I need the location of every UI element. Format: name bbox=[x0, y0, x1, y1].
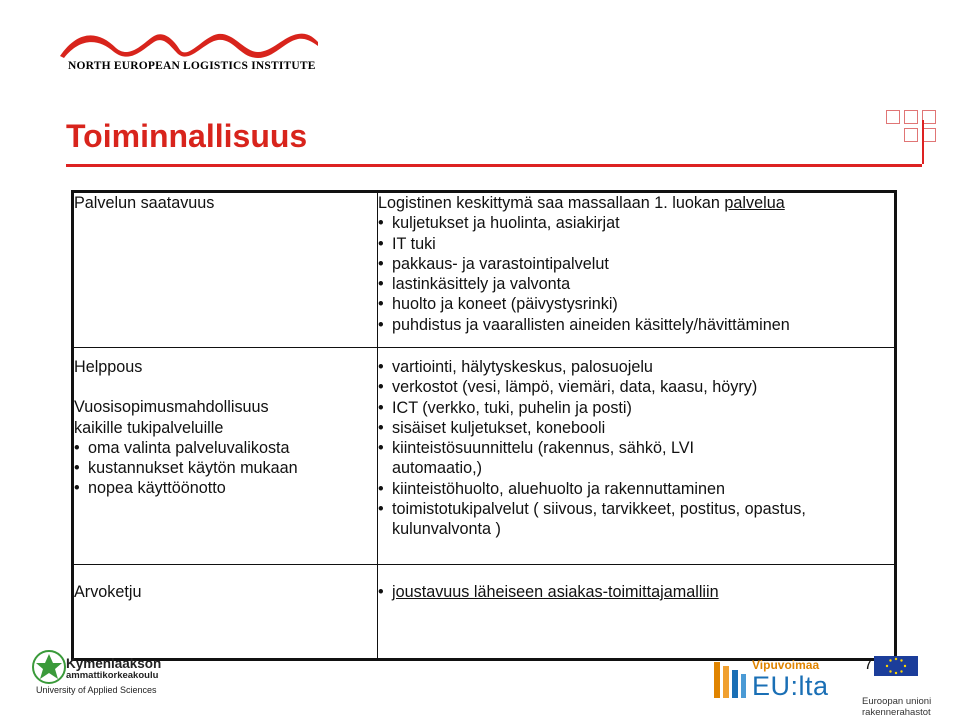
row-intro bbox=[378, 193, 894, 213]
eu-flag-icon bbox=[874, 656, 918, 676]
content-table bbox=[71, 190, 897, 661]
decor-square bbox=[922, 128, 936, 142]
row-label: Palvelun saatavuus bbox=[74, 194, 215, 212]
program-top-text: Vipuvoimaa bbox=[752, 658, 820, 672]
list-item: • IT tuki bbox=[378, 234, 894, 254]
table-row bbox=[73, 192, 896, 348]
row-content-cell bbox=[378, 348, 896, 565]
school-english-name: University of Applied Sciences bbox=[36, 685, 157, 695]
bullet-list bbox=[378, 357, 894, 540]
school-sub: ammattikorkeakoulu bbox=[66, 670, 159, 681]
label-bullet-list bbox=[74, 438, 377, 499]
list-item: • puhdistus ja vaarallisten aineiden käsittely/hävittäminen bbox=[378, 315, 894, 335]
program-stripes-icon bbox=[712, 658, 748, 702]
list-item: • kiinteistösuunnittelu (rakennus, sähkö, LVI automaatio,) bbox=[378, 438, 762, 479]
institute-name: NORTH EUROPEAN LOGISTICS INSTITUTE bbox=[68, 60, 316, 72]
row-label-cell bbox=[73, 348, 378, 565]
list-item: • huolto ja koneet (päivystysrinki) bbox=[378, 294, 894, 314]
institute-logo bbox=[58, 30, 320, 76]
list-item: • pakkaus- ja varastointipalvelut bbox=[378, 254, 894, 274]
list-item: • sisäiset kuljetukset, konebooli bbox=[378, 418, 894, 438]
spacer bbox=[74, 377, 377, 397]
row-label: Arvoketju bbox=[74, 583, 142, 601]
list-item: • kuljetukset ja huolinta, asiakirjat bbox=[378, 213, 894, 233]
intro-text: Logistinen keskittymä saa massallaan 1. luokan bbox=[378, 194, 725, 212]
bullet-list bbox=[378, 582, 894, 602]
list-item: • kustannukset käytön mukaan bbox=[74, 458, 377, 478]
decor-square bbox=[904, 128, 918, 142]
title-underline bbox=[66, 164, 922, 167]
row-label-cell bbox=[73, 192, 378, 348]
eu-caption: Euroopan unioni bbox=[862, 696, 932, 707]
eu-caption: rakennerahastot bbox=[862, 707, 931, 718]
school-name: Kymenlaakson bbox=[66, 656, 162, 671]
decor-square bbox=[886, 110, 900, 124]
list-item: • oma valinta palveluvalikosta bbox=[74, 438, 377, 458]
table-row bbox=[73, 348, 896, 565]
row-label: Helppous bbox=[74, 358, 143, 376]
list-item: • lastinkäsittely ja valvonta bbox=[378, 274, 894, 294]
school-logo bbox=[30, 648, 160, 698]
leaf-logo-icon bbox=[32, 650, 66, 684]
bullet-list bbox=[378, 213, 894, 335]
list-item: • kiinteistöhuolto, aluehuolto ja rakennuttaminen bbox=[378, 479, 894, 499]
list-item: • toimistotukipalvelut ( siivous, tarvikkeet, postitus, opastus, kulunvalvonta ) bbox=[378, 499, 832, 540]
page-number: 7 bbox=[864, 656, 873, 673]
eu-program-logo bbox=[712, 656, 830, 704]
list-item: • nopea käyttöönotto bbox=[74, 478, 377, 498]
table-row bbox=[73, 565, 896, 660]
wave-logo-icon bbox=[58, 30, 320, 60]
list-item: • verkostot (vesi, lämpö, viemäri, data, kaasu, höyry) bbox=[378, 377, 894, 397]
eu-flag-logo bbox=[862, 676, 938, 716]
list-item: • ICT (verkko, tuki, puhelin ja posti) bbox=[378, 398, 894, 418]
list-item: • vartiointi, hälytyskeskus, palosuojelu bbox=[378, 357, 894, 377]
decor-square bbox=[922, 110, 936, 124]
list-item: • joustavuus läheiseen asiakas-toimittajamalliin bbox=[378, 582, 894, 602]
row-label-cell bbox=[73, 565, 378, 660]
intro-underlined: palvelua bbox=[724, 194, 785, 212]
page-title: Toiminnallisuus bbox=[66, 118, 308, 154]
row-content-cell bbox=[378, 192, 896, 348]
program-main-text: EU:lta bbox=[752, 671, 829, 701]
row-content-cell bbox=[378, 565, 896, 660]
title-vertical-rule bbox=[922, 120, 924, 164]
row-label-line: Vuosisopimusmahdollisuus bbox=[74, 398, 269, 417]
decor-square bbox=[904, 110, 918, 124]
row-label-line: kaikille tukipalveluille bbox=[74, 418, 224, 437]
